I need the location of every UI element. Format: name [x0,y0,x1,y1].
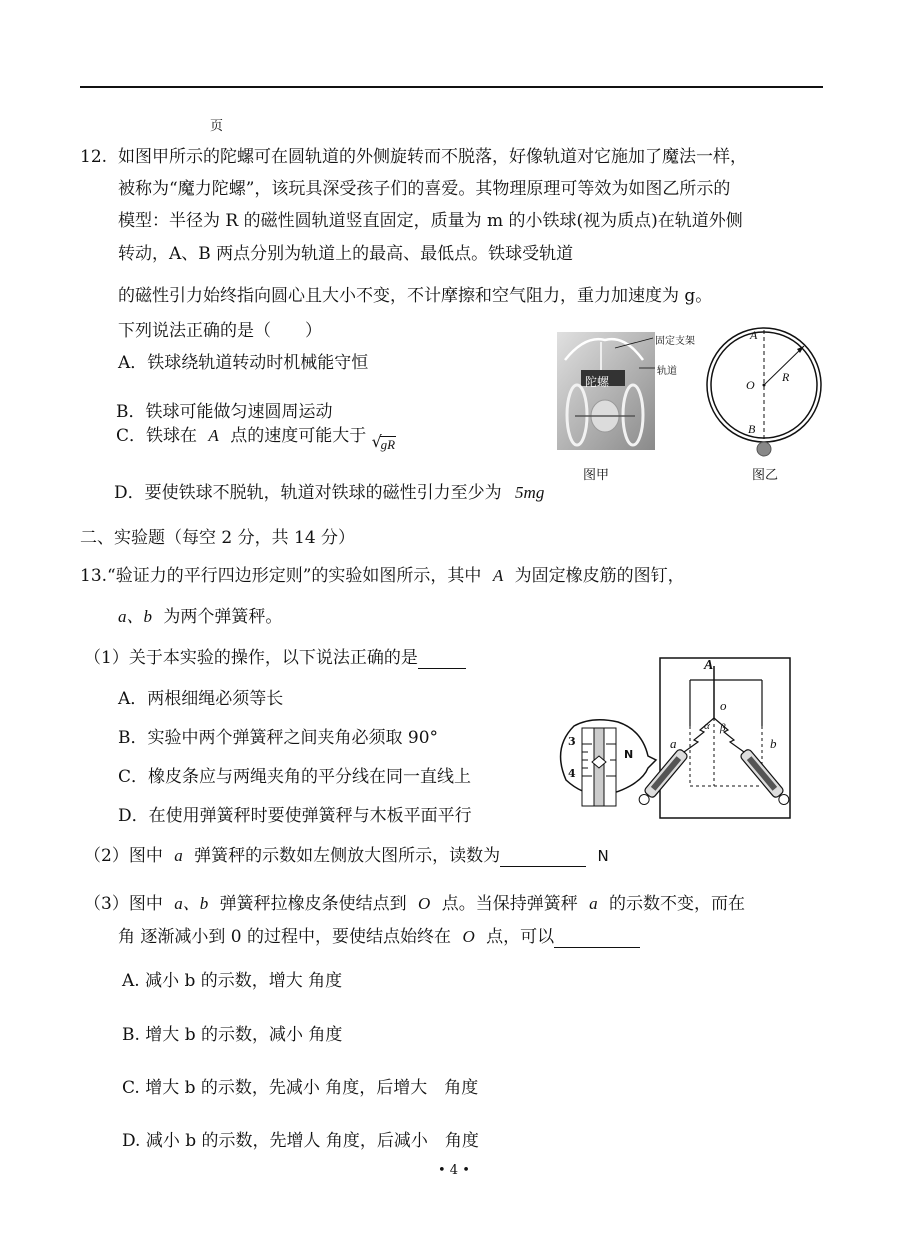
q12-line6: 下列说法正确的是（ ） [118,321,322,341]
q13-line2-ab: a、b [118,607,152,626]
q12-option-c-point: A [208,426,219,445]
q13-part3-option-c: C. 增大 b 的示数，先减小 角度，后增大 角度 [122,1078,479,1098]
section2-title: 二、实验题（每空 2 分，共 14 分） [80,528,356,548]
q12-number: 12. [80,147,108,167]
q12-option-c [116,425,396,452]
q13-part1-option-b: B．实验中两个弹簧秤之间夹角必须取 90° [118,728,439,748]
q13-line1-a: A [492,566,504,585]
circular-track-diagram [700,322,830,457]
figure-yi-caption: 图乙 [752,468,779,483]
q13-part3-option-d: D. 减小 b 的示数，先增人 角度，后减小 角度 [122,1131,479,1151]
fig-label-a: a [670,736,677,751]
q13-part3-line2 [118,926,640,948]
q13-part3-option-a: A. 减小 b 的示数，增大 角度 [122,971,343,991]
q12-option-a: A．铁球绕轨道转动时机械能守恒 [118,353,369,373]
q13-part3-mid: 弹簧秤拉橡皮条使结点到 [219,894,407,914]
q12-line3: 模型：半径为 R 的磁性圆轨道竖直固定，质量为 m 的小铁球(视为质点)在轨道外侧 [118,211,743,231]
scale-n: N [624,748,634,761]
q13-part3-ab: a、b [174,894,209,913]
toy-label: 陀螺 [585,375,610,389]
figure-jia-caption: 图甲 [583,468,610,483]
label-point-b: B [748,422,756,436]
q13-line1-post: 为固定橡皮筋的图钉， [514,566,685,586]
q13-line2 [118,606,282,628]
q13-part2-post: 弹簧秤的示数如左侧放大图所示，读数为 [194,846,501,866]
figure-jia [555,330,705,483]
label-radius-r: R [782,370,790,384]
scale-3: 3 [568,735,576,748]
q13-part2-pre: （2）图中 [84,846,163,866]
q13-part1 [84,647,466,669]
q13-part1-option-d: D．在使用弹簧秤时要使弹簧秤与木板平面平行 [118,806,472,826]
q13-part3-line2-o: O [462,927,475,946]
fig-label-alpha: α [704,720,710,732]
q12-option-d [114,482,544,504]
q12-option-d-value: 5mg [515,483,545,502]
q13-line1 [80,565,685,587]
q13-part1-blank[interactable] [418,650,466,669]
q12-option-d-pre: D．要使铁球不脱轨，轨道对铁球的磁性引力至少为 [114,483,502,503]
q12-option-b: B．铁球可能做匀速圆周运动 [116,402,333,422]
fig-label-a-pin: A [704,658,714,673]
q13-part3-line2-pre: 角 逐渐减小到 0 的过程中，要使结点始终在 [118,927,452,947]
page-number: • 4 • [438,1163,470,1178]
q13-part3-mid2: 点。当保持弹簧秤 [441,894,578,914]
q13-part1-option-a: A．两根细绳必须等长 [118,689,284,709]
q13-part3-pre: （3）图中 [84,894,163,914]
header-rule [80,86,823,88]
fig-label-b: b [770,736,777,751]
q13-line1-pre: 13.“验证力的平行四边形定则”的实验如图所示，其中 [80,566,482,586]
figure-yi [700,322,830,482]
q13-part3-option-b: B. 增大 b 的示数，减小 角度 [122,1025,343,1045]
header-fragment: 页 [210,119,224,134]
q13-part3-o: O [418,894,431,913]
q13-part3-a: a [589,894,598,913]
label-point-a: A [750,328,758,342]
q13-part1-option-c: C．橡皮条应与两绳夹角的平分线在同一直线上 [118,767,472,787]
q13-part2-a: a [174,846,183,865]
scale-4: 4 [568,767,576,780]
track-label: 轨道 [657,366,677,377]
label-center-o: O [746,378,755,392]
gyroscope-photo [555,330,705,452]
q12-sqrt-value: gR [380,437,396,452]
fig-label-o: o [720,698,727,713]
q13-part2-blank[interactable] [500,848,586,867]
fig-label-beta: β [720,722,726,734]
q12-line5: 的磁性引力始终指向圆心且大小不变，不计摩擦和空气阻力，重力加速度为 g。 [118,286,713,306]
q13-part3-line2-post: 点，可以 [486,927,555,947]
q12-option-c-post: 点的速度可能大于 [230,426,367,446]
q12-line2: 被称为“魔力陀螺”，该玩具深受孩子们的喜爱。其物理原理可等效为如图乙所示的 [118,179,731,199]
q13-part1-text: （1）关于本实验的操作，以下说法正确的是 [84,648,418,668]
support-label: 固定支架 [655,336,695,347]
q13-part2 [84,845,609,867]
q13-part3-blank[interactable] [554,929,640,948]
q12-sqrt: √ gR [371,432,396,452]
q13-figure [544,656,804,826]
q13-part3-line1 [84,893,745,915]
q13-line2-post: 为两个弹簧秤。 [163,607,283,627]
q12-option-c-pre: C．铁球在 [116,426,198,446]
q13-part3-post: 的示数不变，而在 [609,894,746,914]
q12-line4: 转动，A、B 两点分别为轨道上的最高、最低点。铁球受轨道 [118,244,574,264]
q12-line1: 如图甲所示的陀螺可在圆轨道的外侧旋转而不脱落，好像轨道对它施加了魔法一样， [118,147,747,167]
q13-part2-unit: N [597,847,609,865]
